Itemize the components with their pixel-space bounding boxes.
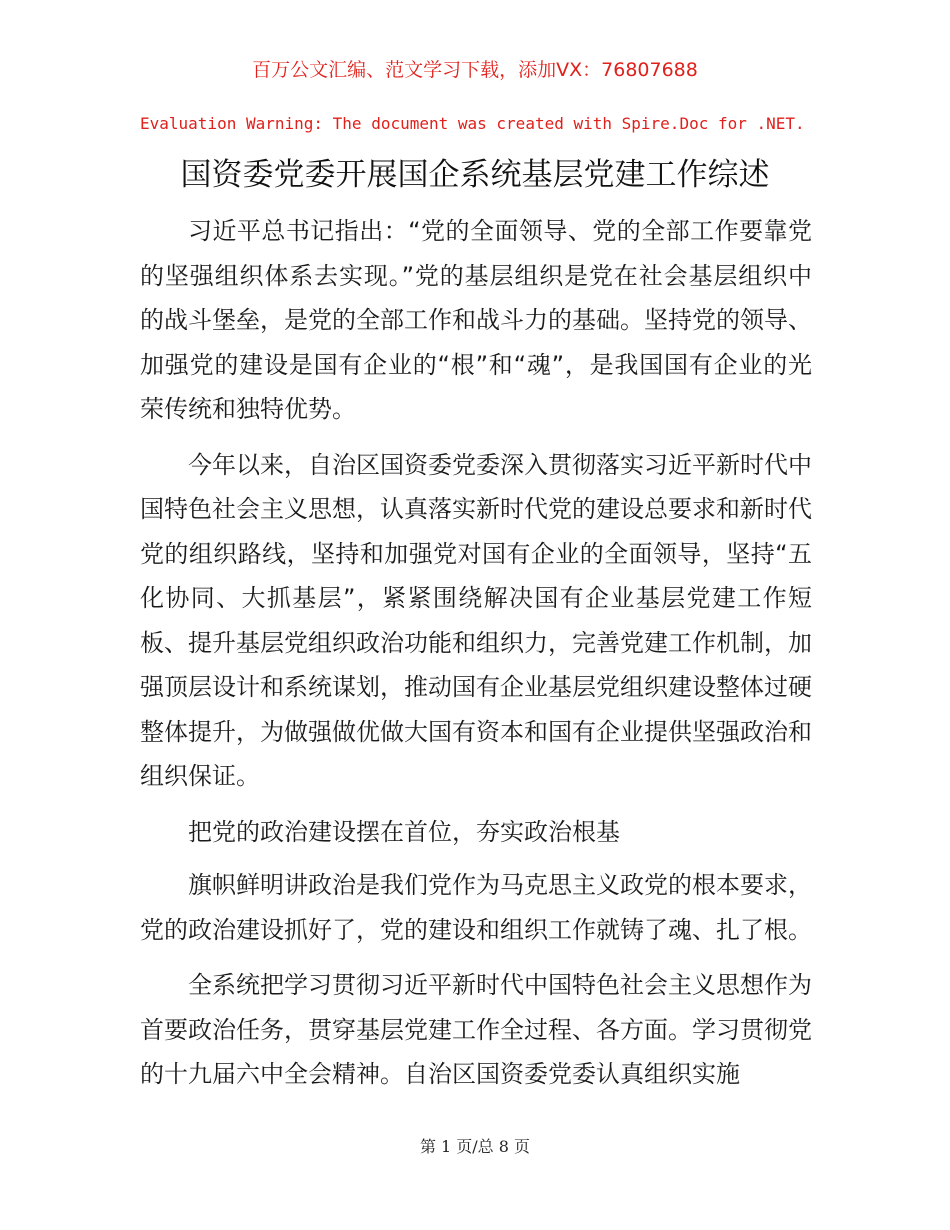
page-number-footer: 第 1 页/总 8 页: [419, 1137, 531, 1156]
document-body: [140, 209, 812, 1108]
header-banner: 百万公文汇编、范文学习下载，添加VX：76807688: [252, 59, 698, 81]
paragraph-overview: 今年以来，自治区国资委党委深入贯彻落实习近平新时代中国特色社会主义思想，认真落实新时代党的建设总要求和新时代党的组织路线，坚持和加强党对国有企业的全面领导，坚持“五化协同、大抓基层”，紧紧围绕解决国有企业基层党建工作短板、提升基层党组织政治功能和组织力，完善党建工作机制，加强顶层设计和系统谋划，推动国有企业基层党组织建设整体过硬整体提升，为做强做优做大国有资本和国有企业提供坚强政治和组织保证。: [140, 450, 812, 790]
section-heading-political-construction: 把党的政治建设摆在首位，夯实政治根基: [188, 817, 620, 846]
evaluation-warning: Evaluation Warning: The document was created with Spire.Doc for .NET.: [140, 114, 805, 133]
document-title: 国资委党委开展国企系统基层党建工作综述: [180, 157, 770, 193]
paragraph-political-requirement: 旗帜鲜明讲政治是我们党作为马克思主义政党的根本要求，党的政治建设抓好了，党的建设和组织工作就铸了魂、扎了根。: [140, 871, 812, 944]
paragraph-intro: 习近平总书记指出：“党的全面领导、党的全部工作要靠党的坚强组织体系去实现。”党的基层组织是党在社会基层组织中的战斗堡垒，是党的全部工作和战斗力的基础。坚持党的领导、加强党的建设是国有企业的“根”和“魂”，是我国国有企业的光荣传统和独特优势。: [140, 217, 812, 423]
paragraph-study-implementation: 全系统把学习贯彻习近平新时代中国特色社会主义思想作为首要政治任务，贯穿基层党建工作全过程、各方面。学习贯彻党的十九届六中全会精神。自治区国资委党委认真组织实施: [140, 971, 812, 1088]
